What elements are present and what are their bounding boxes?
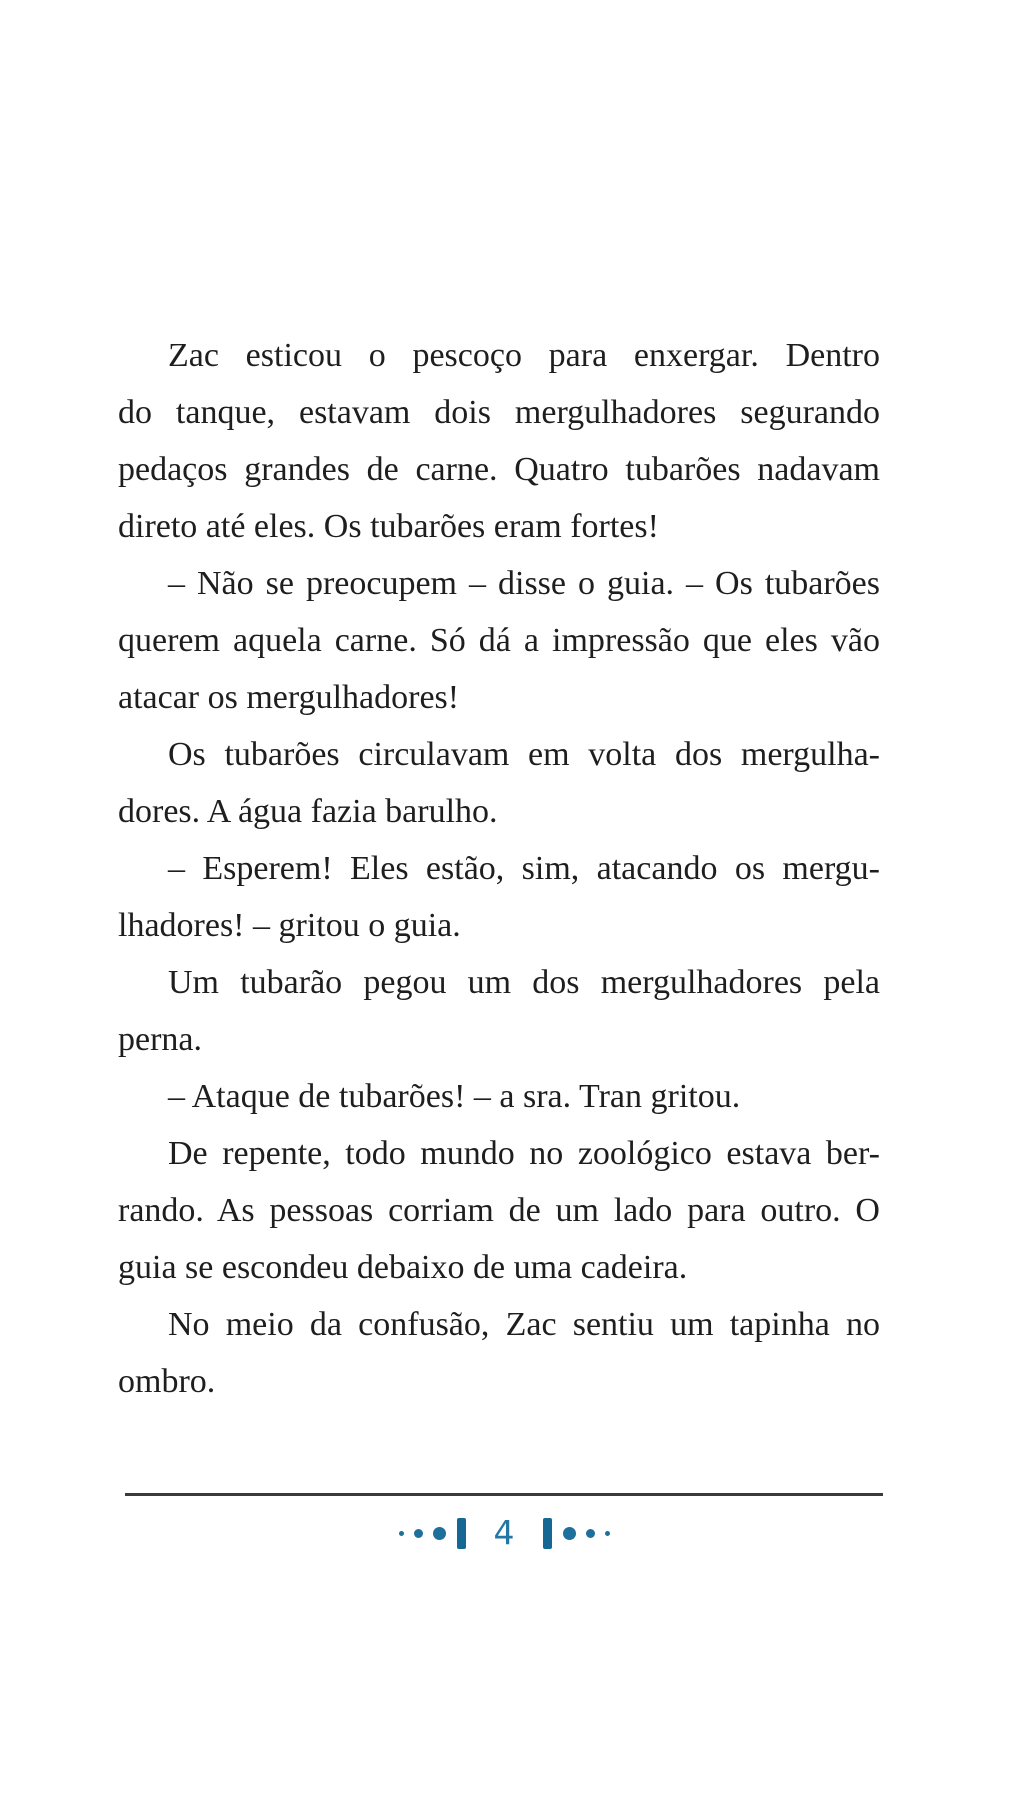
text-line: atacar os mergulhadores! xyxy=(118,679,460,716)
ornament-dot-icon xyxy=(399,1531,404,1536)
ornament-dot-icon xyxy=(586,1529,595,1538)
text-line: guia se escondeu debaixo de uma cadeira. xyxy=(118,1249,688,1286)
text-line: perna. xyxy=(118,1021,203,1058)
text-line: direto até eles. Os tubarões eram fortes! xyxy=(118,508,659,545)
text-line: De repente, todo mundo no zoológico estava ber- xyxy=(168,1135,880,1172)
footer-divider-rule xyxy=(125,1493,883,1496)
text-line: ombro. xyxy=(118,1363,216,1400)
text-line: – Esperem! Eles estão, sim, atacando os mergu- xyxy=(168,850,880,887)
text-line: – Ataque de tubarões! – a sra. Tran gritou. xyxy=(168,1078,741,1115)
ornament-dot-icon xyxy=(605,1531,610,1536)
text-line: lhadores! – gritou o guia. xyxy=(118,907,461,944)
ornament-bar-icon xyxy=(543,1518,552,1549)
ornament-dot-icon xyxy=(433,1527,446,1540)
ornament-dot-icon xyxy=(563,1527,576,1540)
text-line: rando. As pessoas corriam de um lado para outro. O xyxy=(118,1192,880,1229)
text-line: pedaços grandes de carne. Quatro tubarões nadavam xyxy=(118,451,880,488)
page-number: 4 xyxy=(493,1513,515,1552)
text-line: Um tubarão pegou um dos mergulhadores pela xyxy=(168,964,880,1001)
text-line: dores. A água fazia barulho. xyxy=(118,793,498,830)
text-line: – Não se preocupem – disse o guia. – Os tubarões xyxy=(168,565,880,602)
text-line: do tanque, estavam dois mergulhadores segurando xyxy=(118,394,880,431)
page-number-ornament xyxy=(125,1512,883,1554)
text-line: Zac esticou o pescoço para enxergar. Dentro xyxy=(168,337,880,374)
text-line: querem aquela carne. Só dá a impressão que eles vão xyxy=(118,622,880,659)
story-text-block xyxy=(118,327,880,1410)
text-line: Os tubarões circulavam em volta dos mergulha- xyxy=(168,736,880,773)
text-line: No meio da confusão, Zac sentiu um tapinha no xyxy=(168,1306,880,1343)
ornament-bar-icon xyxy=(457,1518,466,1549)
ornament-dot-icon xyxy=(414,1529,423,1538)
